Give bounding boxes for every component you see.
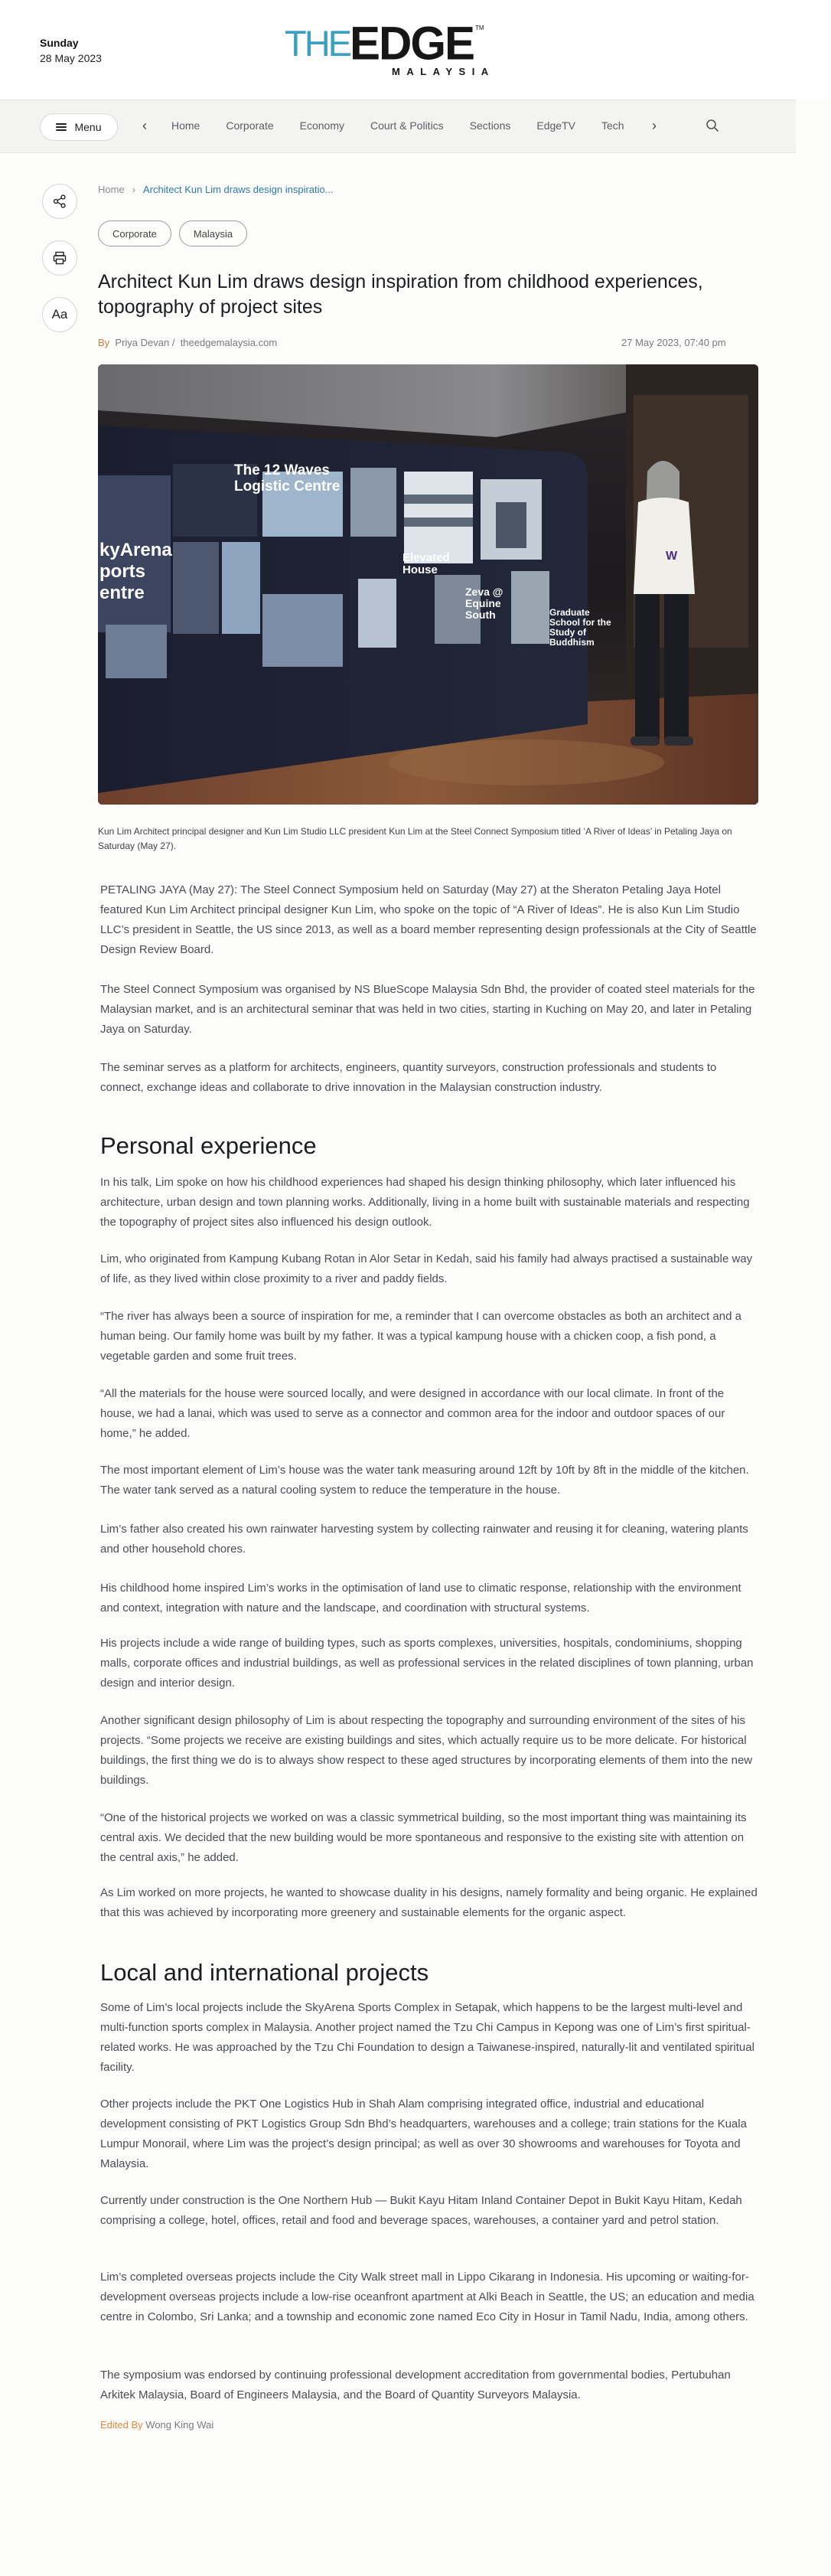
logo-the: THE (285, 23, 350, 64)
paragraph-9: Lim’s father also created his own rainwater harvesting system by collecting rainwater and reusing it for cleaning, watering plants and other household chores. (100, 1523, 748, 1556)
tag-corporate[interactable]: Corporate (98, 220, 171, 246)
tag-malaysia[interactable]: Malaysia (179, 220, 247, 246)
paragraph-19: The symposium was endorsed by continuing professional development accreditation from governmental bodies, Pertubuhan Arkitek Malaysia, Board of Engineers Malaysia, and the Board of Quantity Surveyors Malaysia. (100, 2369, 731, 2401)
panel-zeva: Zeva @ Equine South (465, 586, 503, 621)
date-block (40, 35, 102, 66)
main-nav (0, 100, 796, 153)
print-button[interactable] (42, 240, 77, 276)
edited-by-label: Edited By (100, 2419, 143, 2431)
paragraph-15: Some of Lim’s local projects include the SkyArena Sports Complex in Setapak, which happens to be the largest multi-level and multi-function sports complex in Malaysia. Another project named the Tzu Chi Campus in Kepong was one of Lim’s first spiritual-related works. He was approached by the Tzu Chi Foundation to design a Taiwanese-inspired, naturally-lit and ventilated spiritual facility. (100, 2001, 754, 2074)
paragraph-3: The seminar serves as a platform for architects, engineers, quantity surveyors, construction professionals and students to connect, exchange ideas and collaborate to drive innovation in the Malaysian construction industry. (100, 1061, 717, 1094)
nav-items (171, 119, 650, 132)
nav-scroll-right-icon[interactable]: › (652, 118, 657, 133)
photo-caption: Kun Lim Architect principal designer and Kun Lim Studio LLC president Kun Lim at the Steel Connect Symposium titled ‘A River of Ideas’ in Petaling Jaya on Saturday (May 27). (98, 826, 732, 851)
publish-date: 27 May 2023, 07:40 pm (621, 337, 726, 348)
panel-skyarena-1: kyArena (99, 540, 172, 560)
edited-by (100, 2419, 213, 2431)
paragraph-6: “The river has always been a source of inspiration for me, a reminder that I can overcome obstacles as both an architect and a human being. Our family home was built by my father. It was a typical kampung house with a chicken coop, a fish pond, a vegetable garden and some fruit trees. (100, 1310, 741, 1363)
paragraph-1: PETALING JAYA (May 27): The Steel Connect Symposium held on Saturday (May 27) at the Sheraton Petaling Jaya Hotel featured Kun Lim Architect principal designer Kun Lim, who spoke on the topic of “A River of Ideas”. He is also Kun Lim Studio LLC’s president in Seattle, the US since 2013, as well as a board member representing design professionals at the City of Seattle Design Review Board. (100, 883, 757, 956)
hero-photo (98, 364, 758, 805)
byline (98, 337, 277, 348)
article-title: Architect Kun Lim draws design inspiration from childhood experiences, topography of project sites (98, 271, 703, 318)
nav-item-home[interactable]: Home (171, 119, 200, 132)
site-logo[interactable] (285, 17, 507, 78)
paragraph-8: The most important element of Lim’s house was the water tank measuring around 12ft by 10ft by 8ft in the middle of the kitchen. The water tank served as a natural cooling system to reduce the temperature in the house. (100, 1464, 749, 1497)
hero-photo-illustration (98, 364, 758, 805)
hamburger-icon (56, 123, 67, 131)
nav-scroll-left-icon[interactable]: ‹ (142, 118, 147, 133)
article-tags (98, 220, 247, 246)
paragraph-17: Currently under construction is the One Northern Hub — Bukit Kayu Hitam Inland Container Depot in Bukit Kayu Hitam, Kedah comprising a college, hotel, offices, retail and food and beverage spaces, warehouses, a container yard and petrol station. (100, 2194, 742, 2227)
paragraph-13: “One of the historical projects we worked on was a classic symmetrical building, so the most important thing was maintaining its central axis. We decided that the new building would be more spontaneous and responsive to the existing site with attention on the central axis,” he added. (100, 1811, 747, 1864)
font-size-label: Aa (51, 307, 68, 322)
logo-edge: EDGE (350, 17, 474, 70)
menu-label: Menu (74, 121, 102, 133)
share-icon (52, 194, 67, 209)
paragraph-16: Other projects include the PKT One Logistics Hub in Shah Alam comprising integrated office, industrial and educational development consisting of PKT Logistics Group Sdn Bhd’s headquarters, warehouses and a college; train stations for the Kuala Lumpur Monorail, where Lim was the project’s design principal; as well as over 30 showrooms and warehouses for Toyota and Malaysia. (100, 2098, 747, 2170)
source-name: theedgemalaysia.com (180, 337, 278, 348)
nav-item-economy[interactable]: Economy (299, 119, 344, 132)
paragraph-7: “All the materials for the house were sourced locally, and were designed in accordance with our local climate. In front of the house, we had a lanai, which was used to serve as a connector and common area for the indoor and outdoor spaces of our home,” he added. (100, 1387, 725, 1440)
breadcrumb-current[interactable]: Architect Kun Lim draws design inspiratio... (143, 184, 334, 195)
panel-skyarena-2: ports (99, 561, 145, 582)
logo-country: MALAYSIA (392, 66, 495, 77)
paragraph-18: Lim’s completed overseas projects include the City Walk street mall in Lippo Cikarang in Indonesia. His upcoming or waiting-for-development overseas projects include a low-rise oceanfront apartment at Alki Beach in Seattle, the US; an education and media centre in Colombo, Sri Lanka; and a township and economic zone named Eco City in Hosur in Tamil Nadu, India, among others. (100, 2271, 754, 2323)
menu-button[interactable] (40, 113, 118, 141)
panel-skyarena-3: entre (99, 583, 145, 603)
panel-graduate-school: Graduate School for the Study of Buddhism (549, 608, 611, 648)
by-label: By (98, 337, 110, 348)
panel-elevated-house: Elevated House (402, 552, 450, 576)
nav-item-tech[interactable]: Tech (601, 119, 624, 132)
section-heading-projects: Local and international projects (100, 1959, 429, 1986)
nav-item-sections[interactable]: Sections (469, 119, 511, 132)
share-button[interactable] (42, 184, 77, 219)
search-icon[interactable] (706, 119, 719, 132)
paragraph-5: Lim, who originated from Kampung Kubang Rotan in Alor Setar in Kedah, said his family had always practised a sustainable way of life, as they lived within close proximity to a river and paddy fields. (100, 1252, 753, 1285)
paragraph-2: The Steel Connect Symposium was organised by NS BlueScope Malaysia Sdn Bhd, the provider of coated steel materials for the Malaysian market, and is an architectural seminar that was held in two cities, starting in Kuching on May 20, and later in Petaling Jaya on Saturday. (100, 983, 755, 1036)
svg-text:W: W (666, 550, 678, 563)
chevron-right-icon: › (132, 184, 136, 195)
paragraph-12: Another significant design philosophy of Lim is about respecting the topography and surrounding environment of the sites of his projects. “Some projects we receive are existing buildings and sites, which actually require us to be more delicate. For historical buildings, the first thing we do is to always show respect to these aged structures by incorporating elements of them into the new buildings. (100, 1714, 753, 1787)
panel-12-waves: The 12 Waves Logistic Centre (234, 462, 341, 495)
paragraph-4: In his talk, Lim spoke on how his childhood experiences had shaped his design thinking philosophy, which later influenced his architecture, urban design and town planning works. Additionally, living in a home built with sustainable materials and respecting the topography of project sites also influenced his design outlook. (100, 1176, 750, 1229)
nav-item-corporate[interactable]: Corporate (226, 119, 274, 132)
paragraph-11: His projects include a wide range of building types, such as sports complexes, universities, hospitals, condominiums, shopping malls, corporate offices and industrial buildings, as well as professional services in the related disciplines of town planning, urban design and interior design. (100, 1637, 754, 1690)
printer-icon (52, 250, 67, 266)
date-day: Sunday (40, 37, 79, 49)
nav-item-edgetv[interactable]: EdgeTV (536, 119, 575, 132)
paragraph-10: His childhood home inspired Lim’s works in the optimisation of land use to climatic response, relationship with the environment and context, integration with nature and the landscape, and coordination with structural systems. (100, 1582, 741, 1614)
paragraph-14: As Lim worked on more projects, he wanted to showcase duality in his designs, namely formality and being organic. He explained that this was achieved by incorporating more greenery and sustainable elements for the organic aspect. (100, 1886, 758, 1919)
author-name[interactable]: Priya Devan / (115, 337, 175, 348)
logo-tm: TM (475, 24, 484, 31)
breadcrumb (98, 184, 334, 195)
font-size-button[interactable] (42, 297, 77, 332)
section-heading-personal: Personal experience (100, 1132, 317, 1159)
nav-item-court-politics[interactable]: Court & Politics (370, 119, 444, 132)
date-full: 28 May 2023 (40, 52, 102, 64)
site-header (0, 0, 831, 100)
editor-name[interactable]: Wong King Wai (145, 2419, 214, 2431)
breadcrumb-home[interactable]: Home (98, 184, 125, 195)
